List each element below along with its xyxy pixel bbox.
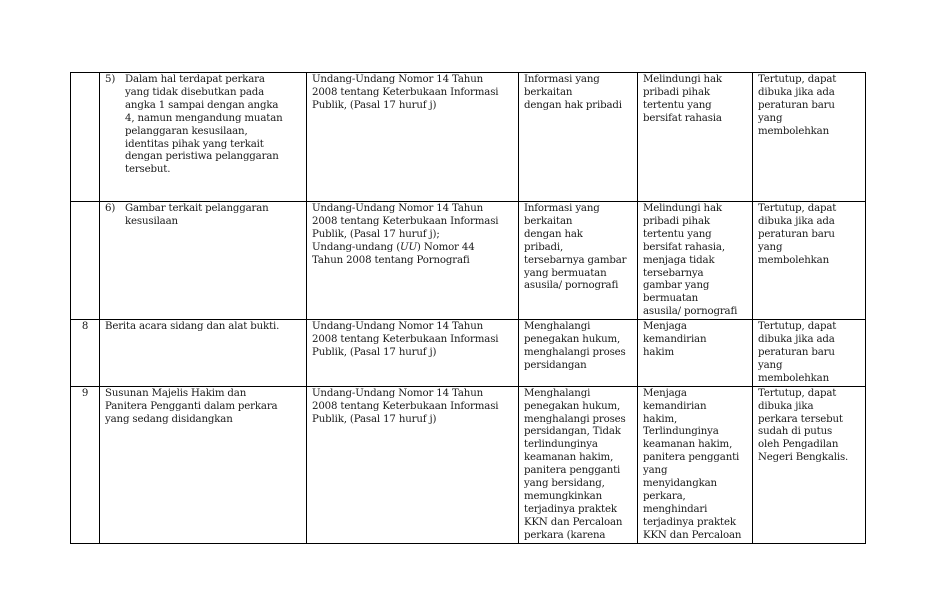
text-line: persidangan [524,359,587,371]
text-line: membolehkan [758,254,830,266]
text-line: KKN dan Percaloan [524,516,623,528]
text-line: berkaitan [524,86,573,98]
legal-basis-cell [307,202,519,320]
text-line: Undang-Undang Nomor 14 Tahun [312,203,484,214]
text-line: penegakan hukum, [524,400,621,412]
text-line: Tertutup, dapat [758,387,837,399]
text-line: dengan hak pribadi [524,99,622,111]
text-line: Gambar terkait pelanggaran [125,203,269,214]
text-line: peraturan baru [758,346,835,358]
text-line: asusila/ pornografi [643,306,738,318]
text-line: Undang-Undang Nomor 14 Tahun [312,321,484,333]
text-line: 2008 tentang Keterbukaan Informasi [312,400,499,412]
text-line: tertentu yang [643,99,712,111]
consequence-cell [519,386,638,543]
text-line: menghindari [643,503,708,515]
text-line: dibuka jika ada [758,215,835,227]
text-line: yang [758,112,783,124]
legal-basis-text [312,203,513,242]
reason-cell [638,386,753,543]
text-line: Menjaga [643,387,687,399]
text-line: Terlindunginya [643,426,719,438]
text-line: yang [758,241,783,253]
text-line: yang sedang disidangkan [105,413,233,425]
text-line: kesusilaan [125,215,178,227]
text-line: dengan peristiwa pelanggaran [125,151,279,163]
text-line: sudah di putus [758,426,833,438]
text-line: yang bersidang, [524,478,605,490]
consequence-cell [519,320,638,387]
status-cell [753,386,866,543]
text-line: membolehkan [758,372,830,384]
status-cell [753,73,866,202]
text-line: terlindunginya [524,439,598,451]
text-line: Negeri Bengkalis. [758,452,849,464]
text-line: yang tidak disebutkan pada [125,86,265,98]
text-line: menghalangi proses [524,346,626,358]
text-line: angka 1 sampai dengan angka [125,99,279,111]
text-line: dengan hak [524,228,583,240]
text-line: menjaga tidak [643,254,715,266]
text-line: Publik, (Pasal 17 huruf j) [312,413,437,425]
text-line: Melindungi hak [643,74,722,85]
text-line: Tertutup, dapat [758,203,837,214]
uu-prefix: Undang-undang ( [312,241,401,253]
sub-item-number: 6) [105,203,116,214]
text-line: Berita acara sidang dan alat bukti. [105,321,280,333]
text-line: yang [643,465,668,477]
text-line: memungkinkan [524,490,602,502]
table-row [71,320,866,387]
text-line: menyidangkan [643,478,717,490]
text-line: gambar yang [643,280,710,292]
sub-item-number: 5) [105,74,116,85]
text-line: asusila/ pornografi [524,280,619,292]
status-cell [753,202,866,320]
row-number-cell: 8 [71,320,100,387]
text-line: persidangan, Tidak [524,426,621,438]
text-line: peraturan baru [758,228,835,240]
text-line: kemandirian [643,334,707,346]
item-cell [100,202,307,320]
row-number-cell [71,202,100,320]
text-line: Informasi yang [524,203,600,214]
consequence-cell [519,202,638,320]
text-line: dibuka jika ada [758,86,835,98]
text-line: Melindungi hak [643,203,722,214]
legal-basis-cell [307,386,519,543]
text-line: Publik, (Pasal 17 huruf j); [312,228,440,240]
text-line: tertentu yang [643,228,712,240]
text-line: Susunan Majelis Hakim dan [105,387,247,399]
legal-basis-cell [307,320,519,387]
text-line: yang [758,359,783,371]
text-line: dibuka jika [758,400,814,412]
text-line: menghalangi proses [524,413,626,425]
text-line: keamanan hakim, [643,439,733,451]
text-line: tersebut. [125,164,171,176]
text-line: tersebarnya [643,267,704,279]
text-line: perkara tersebut [758,413,843,425]
text-line: panitera pengganti [524,465,621,477]
text-line: panitera pengganti [643,452,740,464]
reason-cell [638,202,753,320]
text-line: Tertutup, dapat [758,74,837,85]
row-number-cell: 9 [71,386,100,543]
table-row [71,386,866,543]
text-line: Dalam hal terdapat perkara [125,74,265,85]
text-line: Undang-Undang Nomor 14 Tahun [312,387,484,399]
table-row [71,73,866,202]
text-line: Tertutup, dapat [758,321,837,333]
text-line: bersifat rahasia [643,112,722,124]
text-line: KKN dan Percaloan [643,529,742,541]
legal-basis-cell [307,73,519,202]
text-line: Undang-Undang Nomor 14 Tahun [312,74,484,85]
text-line: pribadi, [524,241,564,253]
text-line: perkara (karena [524,529,606,541]
text-line: Menjaga [643,321,687,333]
text-line: bermuatan [643,293,699,305]
text-line: 2008 tentang Keterbukaan Informasi [312,215,499,227]
text-line: Informasi yang [524,74,600,85]
uu-abbrev: UU [400,241,417,253]
reason-cell [638,73,753,202]
text-line: pelanggaran kesusilaan, [125,125,248,137]
text-line: Menghalangi [524,321,591,333]
item-cell [100,320,307,387]
legal-basis-uu-line [312,242,513,255]
text-line: Panitera Pengganti dalam perkara [105,400,278,412]
consequence-cell [519,73,638,202]
text-line: 2008 tentang Keterbukaan Informasi [312,334,499,346]
text-line: tersebarnya gambar [524,254,627,266]
text-line: dibuka jika ada [758,334,835,346]
text-line: terjadinya praktek [524,503,617,515]
text-line: hakim [643,346,674,358]
text-line: yang bermuatan [524,267,607,279]
text-line: terjadinya praktek [643,516,736,528]
text-line: pribadi pihak [643,86,710,98]
text-line: perkara, [643,490,686,502]
text-line: 4, namun mengandung muatan [125,112,283,124]
information-exclusion-table [70,72,866,544]
text-line: pribadi pihak [643,215,710,227]
text-line: Publik, (Pasal 17 huruf j) [312,99,437,111]
text-line: berkaitan [524,215,573,227]
reason-cell [638,320,753,387]
table-row [71,202,866,320]
item-cell [100,386,307,543]
text-line: bersifat rahasia, [643,241,725,253]
text-line: Menghalangi [524,387,591,399]
text-line: hakim, [643,413,678,425]
text-line: oleh Pengadilan [758,439,839,451]
item-text [125,74,301,177]
text-line: kemandirian [643,400,707,412]
legal-basis-uu-title: Tahun 2008 tentang Pornografi [312,254,470,266]
text-line: membolehkan [758,125,830,137]
text-line: 2008 tentang Keterbukaan Informasi [312,86,499,98]
uu-suffix: ) Nomor 44 [416,241,475,253]
text-line: Publik, (Pasal 17 huruf j) [312,346,437,358]
text-line: identitas pihak yang terkait [125,138,264,150]
item-cell [100,73,307,202]
text-line: peraturan baru [758,99,835,111]
text-line: keamanan hakim, [524,452,614,464]
status-cell [753,320,866,387]
row-number-cell [71,73,100,202]
item-text [125,203,301,229]
text-line: penegakan hukum, [524,334,621,346]
